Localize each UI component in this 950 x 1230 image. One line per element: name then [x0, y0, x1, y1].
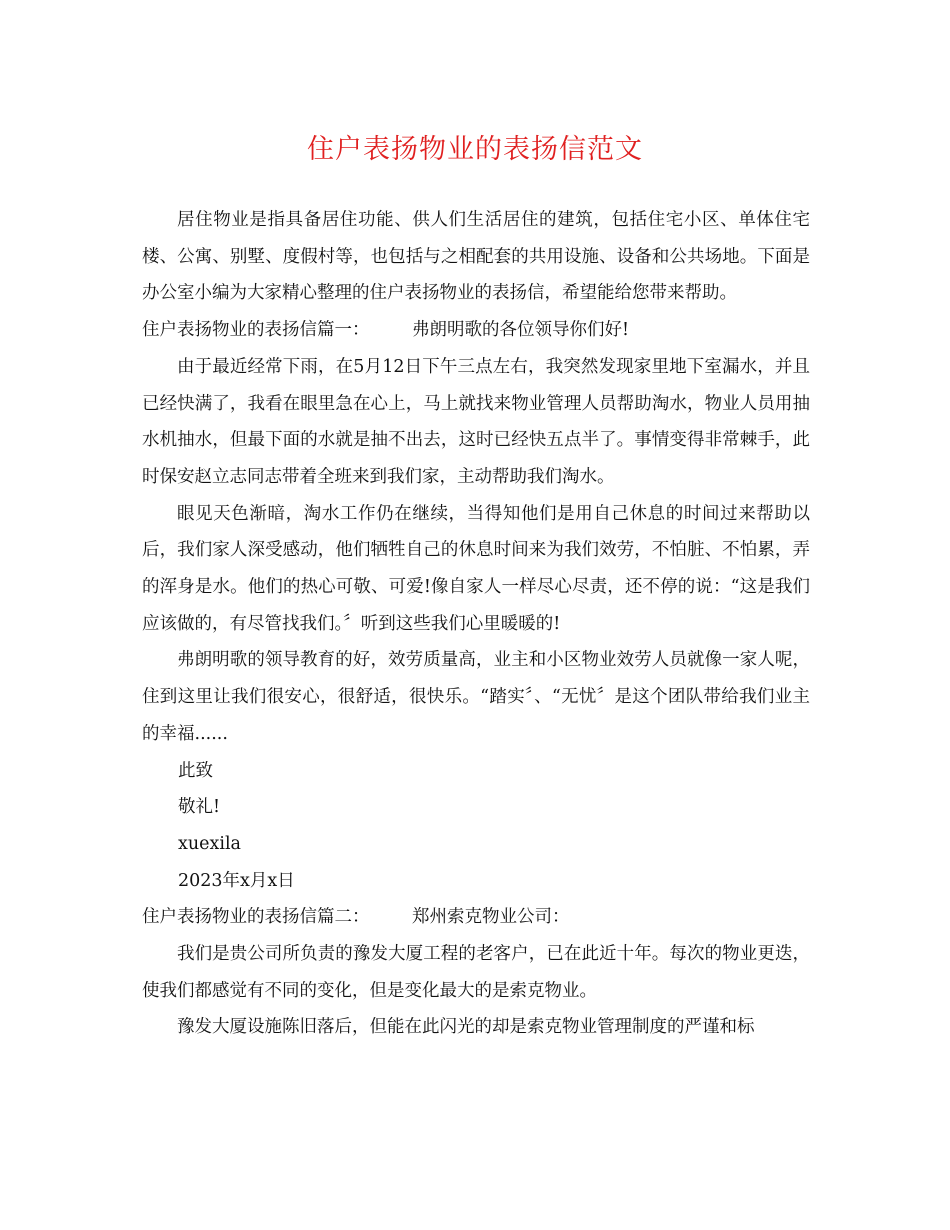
letter2-heading: 住户表扬物业的表扬信篇二：	[142, 907, 370, 928]
intro-paragraph: 居住物业是指具备居住功能、供人们生活居住的建筑，包括住宅小区、单体住宅楼、公寓、别墅、度假村等，也包括与之相配套的共用设施、设备和公共场地。下面是办公室小编为大家精心整理的住户表扬物业的表扬信，希望能给您带来帮助。	[142, 210, 810, 304]
document-title: 住户表扬物业的表扬信范文	[307, 134, 643, 165]
letter1-closing: 此致	[178, 760, 213, 781]
document-body	[142, 202, 810, 1046]
letter1-heading-line	[142, 312, 810, 349]
letter1-salutation: 弗朗明歌的各位领导你们好!	[412, 320, 630, 341]
letter1-paragraph-2: 眼见天色渐暗，淘水工作仍在继续，当得知他们是用自己休息的时间过来帮助以后，我们家人深受感动，他们牺牲自己的休息时间来为我们效劳，不怕脏、不怕累，弄的浑身是水。他们的热心可敬、可爱!像自家人一样尽心尽责，还不停的说：“这是我们应该做的，有尽管找我们。〞听到这些我们心里暖暖的!	[142, 503, 810, 634]
letter2-paragraph-1: 我们是贵公司所负责的豫发大厦工程的老客户，已在此近十年。每次的物业更迭，使我们都感觉有不同的变化，但是变化最大的是索克物业。	[142, 944, 810, 1001]
letter1-regards: 敬礼!	[178, 797, 221, 818]
letter2-paragraph-2: 豫发大厦设施陈旧落后，但能在此闪光的却是索克物业管理制度的严谨和标	[177, 1017, 755, 1038]
letter1-heading: 住户表扬物业的表扬信篇一：	[142, 320, 370, 341]
letter1-signature: xuexila	[178, 833, 241, 854]
letter1-date: 2023年x月x日	[178, 870, 295, 891]
letter1-paragraph-1: 由于最近经常下雨，在5月12日下午三点左右，我突然发现家里地下室漏水，并且已经快满了，我看在眼里急在心上，马上就找来物业管理人员帮助淘水，物业人员用抽水机抽水，但最下面的水就是抽不出去，这时已经快五点半了。事情变得非常棘手，此时保安赵立志同志带着全班来到我们家，主动帮助我们淘水。	[142, 356, 810, 487]
letter2-salutation: 郑州索克物业公司：	[412, 907, 570, 928]
letter1-paragraph-3: 弗朗明歌的领导教育的好，效劳质量高，业主和小区物业效劳人员就像一家人呢，住到这里让我们很安心，很舒适，很快乐。“踏实〞、“无忧〞是这个团队带给我们业主的幸福......	[142, 650, 810, 744]
letter2-heading-line	[142, 899, 810, 936]
